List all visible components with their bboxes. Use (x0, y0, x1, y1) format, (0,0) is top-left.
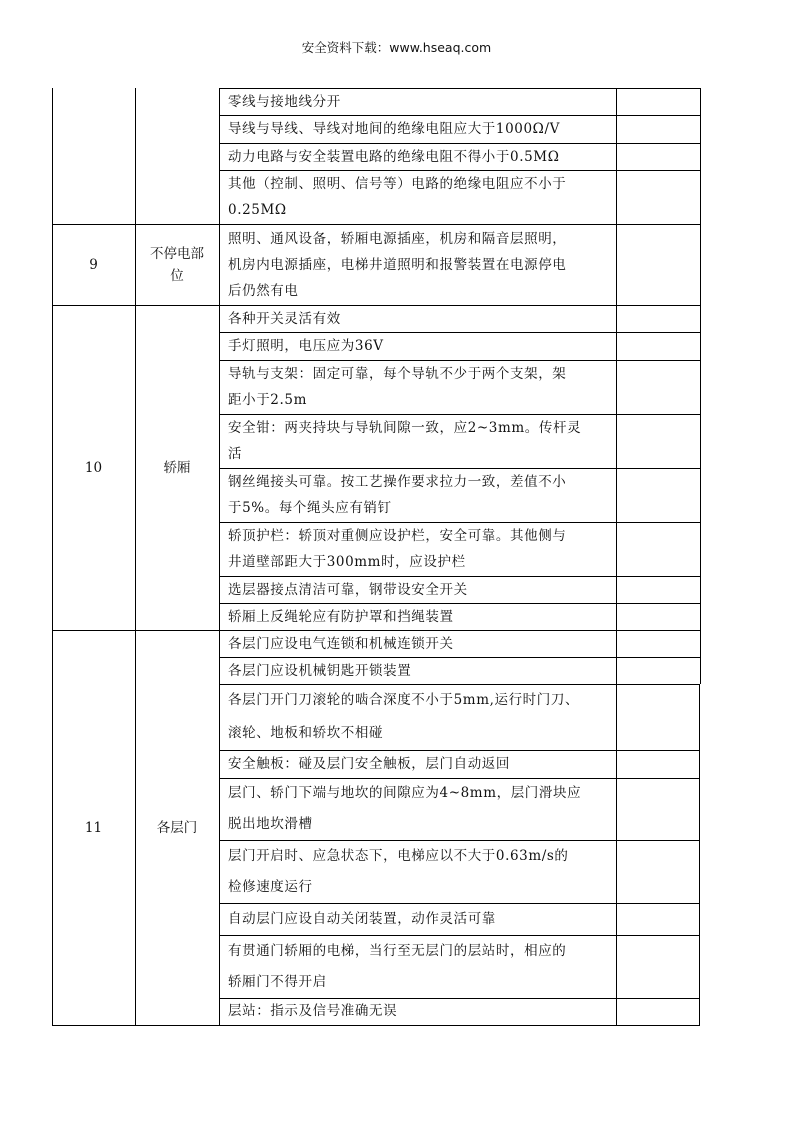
check-item-text: 轿厢上反绳轮应有防护罩和挡绳装置 (228, 608, 454, 625)
check-item-text: 自动层门应设自动关闭装置，动作灵活可靠 (228, 911, 496, 927)
check-item-text: 轿顶护栏：轿顶对重侧应设护栏，安全可靠。其他侧与 井道壁部距大于300mm时，应设护栏 (228, 528, 567, 570)
group-name: 轿厢 (163, 459, 191, 476)
col-divider-1 (135, 88, 136, 1026)
check-item-text: 安全钳：两夹持块与导轨间隙一致，应2~3mm。传杆灵 活 (228, 420, 582, 462)
group-number: 11 (84, 819, 103, 836)
check-item-text: 各种开关灵活有效 (228, 310, 341, 327)
table-border-right-upper (700, 88, 701, 684)
check-item-text: 层门、轿门下端与地坎的间隙应为4~8mm，层门滑块应 脱出地坎滑槽 (228, 785, 582, 832)
check-item-text: 钢丝绳接头可靠。按工艺操作要求拉力一致，差值不小 于5%。每个绳头应有销钉 (228, 474, 567, 516)
page-header: 安全资料下载：www.hseaq.com (301, 40, 492, 55)
col-divider-2 (219, 88, 220, 1026)
group-number: 10 (84, 459, 103, 476)
check-item-text: 各层门开门刀滚轮的啮合深度不小于5mm,运行时门刀、 滚轮、地板和轿坎不相碰 (228, 692, 580, 741)
row-line (52, 1025, 700, 1026)
check-item-text: 导线与导线、导线对地间的绝缘电阻应大于1000Ω/V (228, 121, 560, 137)
check-item-text: 层站：指示及信号准确无误 (228, 1003, 398, 1019)
check-item-text: 导轨与支架：固定可靠，每个导轨不少于两个支架，架 距小于2.5m (228, 366, 567, 408)
check-item-text: 动力电路与安全装置电路的绝缘电阻不得小于0.5MΩ (228, 148, 560, 165)
table-border-right-lower (699, 684, 700, 1026)
group-name: 各层门 (156, 819, 198, 836)
check-item-text: 各层门应设电气连锁和机械连锁开关 (228, 635, 454, 652)
table-border-left (52, 88, 53, 1026)
group-name: 不停电部 位 (150, 245, 204, 284)
check-item-text: 有贯通门轿厢的电梯，当行至无层门的层站时，相应的 轿厢门不得开启 (228, 942, 567, 990)
check-item-text: 层门开启时、应急状态下，电梯应以不大于0.63m/s的 检修速度运行 (228, 847, 569, 895)
check-item-text: 安全触板：碰及层门安全触板，层门自动返回 (228, 756, 510, 772)
group-number: 9 (89, 256, 98, 273)
check-item-text: 其他（控制、照明、信号等）电路的绝缘电阻应不小于 0.25MΩ (228, 176, 567, 218)
check-item-text: 各层门应设机械钥匙开锁装置 (228, 662, 412, 679)
check-item-text: 选层器接点清洁可靠，钢带设安全开关 (228, 581, 468, 598)
col-divider-3 (616, 88, 617, 1026)
check-item-text: 手灯照明，电压应为36V (228, 338, 384, 354)
check-item-text: 零线与接地线分开 (228, 93, 341, 110)
check-item-text: 照明、通风设备，轿厢电源插座，机房和隔音层照明， 机房内电源插座，电梯井道照明和报警装置在电源停电 后仍然有电 (228, 230, 567, 299)
